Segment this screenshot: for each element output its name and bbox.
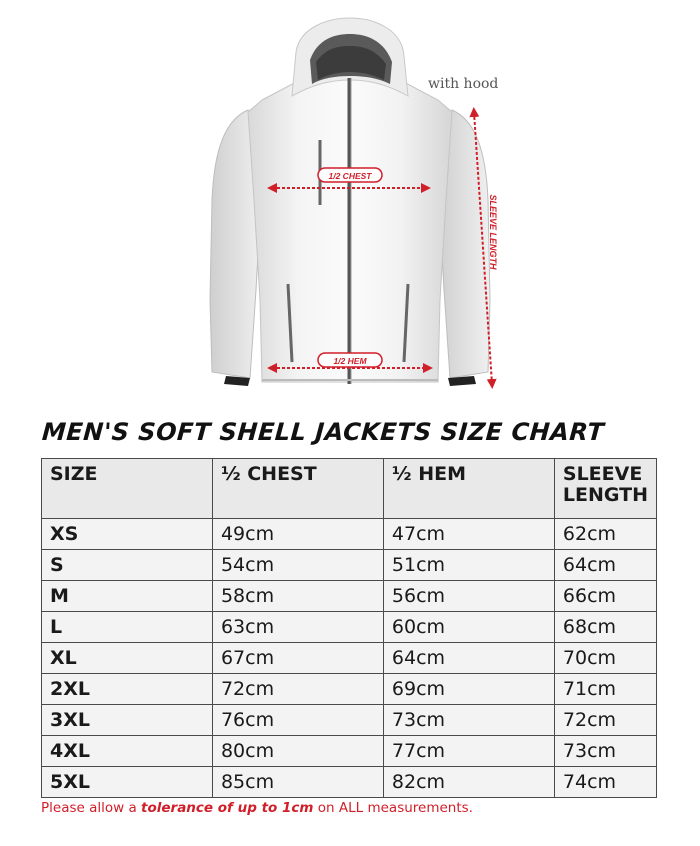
hem-cell: 60cm bbox=[383, 612, 554, 643]
chest-cell: 80cm bbox=[212, 736, 383, 767]
table-row bbox=[42, 612, 657, 643]
chest-cell: 49cm bbox=[212, 519, 383, 550]
hem-measure-label: 1/2 HEM bbox=[333, 356, 367, 366]
sleeve-cell: 68cm bbox=[554, 612, 656, 643]
sleeve-cell: 73cm bbox=[554, 736, 656, 767]
size-cell: L bbox=[42, 612, 213, 643]
hem-cell: 82cm bbox=[383, 767, 554, 798]
chest-cell: 67cm bbox=[212, 643, 383, 674]
header-half-hem: ½ HEM bbox=[383, 459, 554, 519]
chest-cell: 76cm bbox=[212, 705, 383, 736]
chart-title: MEN'S SOFT SHELL JACKETS SIZE CHART bbox=[41, 418, 606, 446]
sleeve-cell: 72cm bbox=[554, 705, 656, 736]
table-row bbox=[42, 767, 657, 798]
hem-cell: 51cm bbox=[383, 550, 554, 581]
hem-cell: 56cm bbox=[383, 581, 554, 612]
sleeve-measure-label: SLEEVE LENGTH bbox=[488, 194, 498, 270]
size-cell: 4XL bbox=[42, 736, 213, 767]
sleeve-cell: 71cm bbox=[554, 674, 656, 705]
table-row bbox=[42, 550, 657, 581]
jacket-illustration bbox=[0, 0, 700, 400]
chest-measure-label: 1/2 CHEST bbox=[328, 171, 372, 181]
hem-cell: 73cm bbox=[383, 705, 554, 736]
sleeve-cell: 62cm bbox=[554, 519, 656, 550]
table-header-row bbox=[42, 459, 657, 519]
hem-cell: 47cm bbox=[383, 519, 554, 550]
hood-note: with hood bbox=[428, 76, 499, 92]
table-row bbox=[42, 519, 657, 550]
sleeve-cell: 66cm bbox=[554, 581, 656, 612]
chest-cell: 58cm bbox=[212, 581, 383, 612]
table-row bbox=[42, 736, 657, 767]
chest-cell: 63cm bbox=[212, 612, 383, 643]
table-row bbox=[42, 705, 657, 736]
hem-cell: 64cm bbox=[383, 643, 554, 674]
sleeve-cell: 70cm bbox=[554, 643, 656, 674]
footnote-suffix: on ALL measurements. bbox=[313, 800, 473, 816]
chest-cell: 72cm bbox=[212, 674, 383, 705]
sleeve-cell: 74cm bbox=[554, 767, 656, 798]
header-half-chest: ½ CHEST bbox=[212, 459, 383, 519]
footnote-prefix: Please allow a bbox=[41, 800, 142, 816]
header-size: SIZE bbox=[42, 459, 213, 519]
size-cell: 2XL bbox=[42, 674, 213, 705]
sleeve-cell: 64cm bbox=[554, 550, 656, 581]
table-row bbox=[42, 643, 657, 674]
table-row bbox=[42, 581, 657, 612]
chest-cell: 85cm bbox=[212, 767, 383, 798]
size-cell: 5XL bbox=[42, 767, 213, 798]
chest-cell: 54cm bbox=[212, 550, 383, 581]
footnote-emphasis: tolerance of up to 1cm bbox=[141, 800, 314, 816]
tolerance-footnote bbox=[41, 800, 473, 816]
size-cell: XL bbox=[42, 643, 213, 674]
size-table bbox=[41, 458, 657, 798]
size-cell: M bbox=[42, 581, 213, 612]
hem-cell: 69cm bbox=[383, 674, 554, 705]
table-row bbox=[42, 674, 657, 705]
size-cell: S bbox=[42, 550, 213, 581]
header-sleeve-length: SLEEVE LENGTH bbox=[554, 459, 656, 519]
size-cell: 3XL bbox=[42, 705, 213, 736]
size-cell: XS bbox=[42, 519, 213, 550]
hem-cell: 77cm bbox=[383, 736, 554, 767]
